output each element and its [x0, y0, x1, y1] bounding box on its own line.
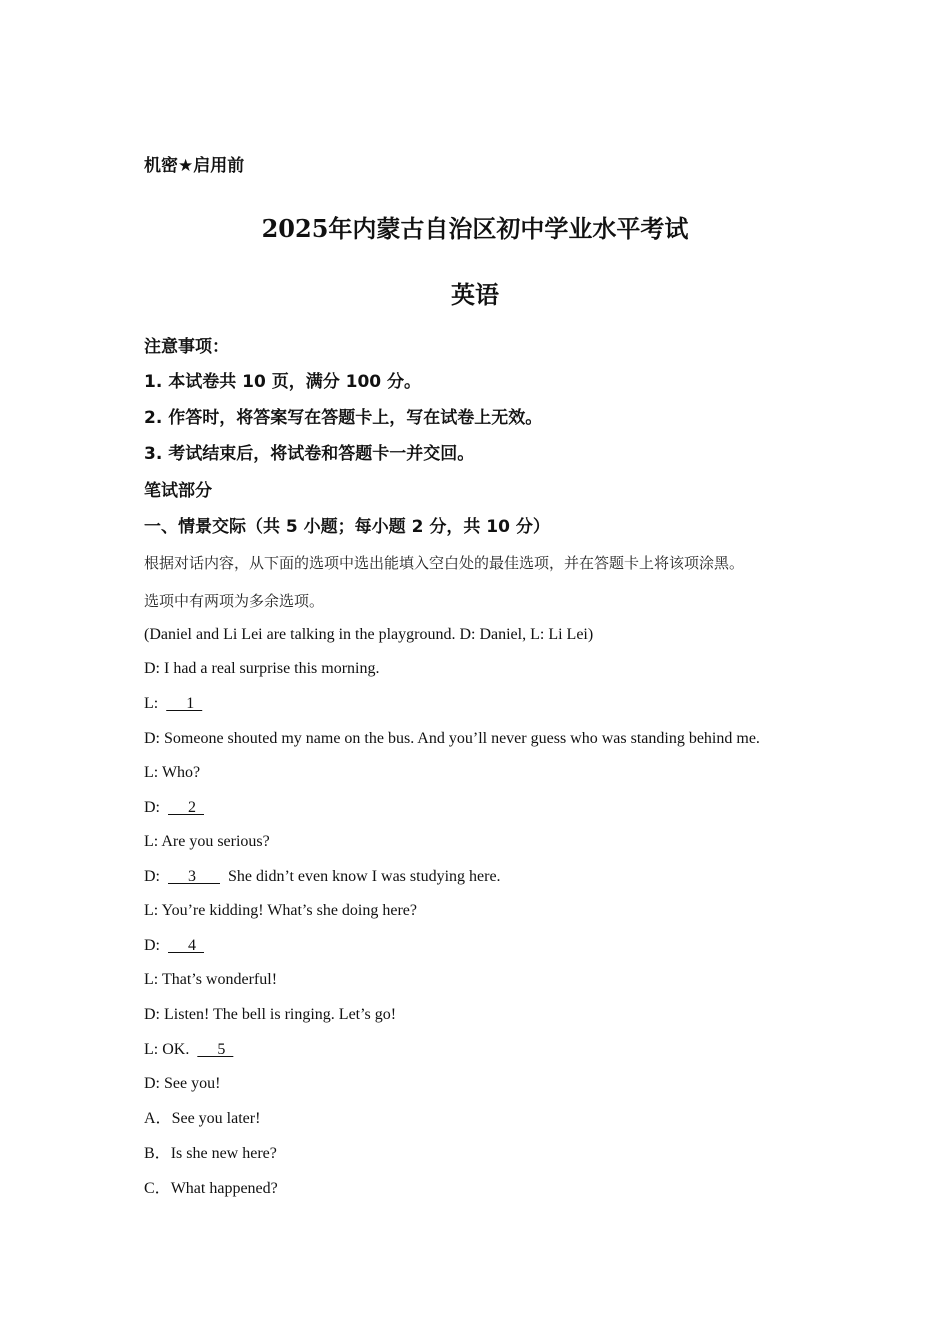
dialogue-text: Are you serious? [161, 833, 270, 850]
exam-title: 2025年内蒙古自治区初中学业水平考试 [261, 214, 689, 243]
dialogue-text: She didn’t even know I was studying here. [220, 868, 501, 885]
speaker-label: L: [144, 695, 167, 712]
answer-blank-3: 3 [168, 868, 220, 885]
dialogue-text: Someone shouted my name on the bus. And you’ll never guess who was standing behind me. [164, 730, 760, 747]
option-b [144, 1144, 277, 1164]
option-text: What happened? [170, 1180, 278, 1197]
speaker-label: D: [144, 660, 164, 677]
dialogue-text: That’s wonderful! [161, 971, 278, 988]
dialogue-line [144, 659, 380, 679]
dialogue-line [144, 970, 277, 990]
section-heading: 一、情景交际（共 5 小题；每小题 2 分，共 10 分） [144, 517, 550, 537]
speaker-label: L: [144, 1041, 163, 1058]
speaker-label: L: [144, 902, 162, 919]
dialogue-line [144, 763, 200, 783]
dialogue-text: Who? [161, 764, 201, 781]
dialogue-line [144, 694, 202, 714]
option-text: See you later! [171, 1110, 261, 1127]
dialogue-text: I had a real surprise this morning. [164, 660, 380, 677]
dialogue-line [144, 832, 270, 852]
note-item-1: 1. 本试卷共 10 页，满分 100 分。 [144, 372, 422, 392]
speaker-label: D: [144, 730, 164, 747]
exam-subject: 英语 [451, 281, 499, 309]
dialogue-line [144, 867, 501, 887]
option-letter: B． [144, 1145, 171, 1162]
dialogue-text: See you! [164, 1075, 221, 1092]
instruction-line-2: 选项中有两项为多余选项。 [144, 592, 325, 610]
dialogue-intro: (Daniel and Li Lei are talking in the playground. D: Daniel, L: Li Lei) [144, 626, 594, 643]
note-item-3: 3. 考试结束后，将试卷和答题卡一并交回。 [144, 444, 475, 464]
speaker-label: L: [144, 833, 162, 850]
dialogue-text: Listen! The bell is ringing. Let’s go! [164, 1006, 397, 1023]
note-item-2: 2. 作答时，将答案写在答题卡上，写在试卷上无效。 [144, 408, 543, 428]
speaker-label: D: [144, 868, 168, 885]
dialogue-line [144, 936, 204, 956]
speaker-label: L: [144, 764, 162, 781]
speaker-label: L: [144, 971, 162, 988]
speaker-label: D: [144, 799, 168, 816]
option-letter: C． [144, 1180, 171, 1197]
speaker-label: D: [144, 937, 168, 954]
option-text: Is she new here? [170, 1145, 277, 1162]
answer-blank-1: 1 [166, 695, 203, 712]
speaker-label: D: [144, 1006, 164, 1023]
notes-heading: 注意事项： [144, 337, 229, 357]
dialogue-line [144, 798, 204, 818]
dialogue-line [144, 1040, 233, 1060]
dialogue-line [144, 729, 760, 749]
dialogue-line [144, 1074, 220, 1094]
confidential-label: 机密★启用前 [144, 156, 245, 176]
written-part-label: 笔试部分 [144, 481, 212, 501]
answer-blank-5: 5 [197, 1041, 234, 1058]
dialogue-line [144, 1005, 396, 1025]
dialogue-line [144, 901, 417, 921]
dialogue-text: OK. [162, 1041, 198, 1058]
dialogue-text: You’re kidding! What’s she doing here? [161, 902, 417, 919]
instruction-line-1: 根据对话内容，从下面的选项中选出能填入空白处的最佳选项，并在答题卡上将该项涂黑。 [144, 554, 745, 572]
option-a [144, 1109, 260, 1129]
option-c [144, 1179, 278, 1199]
speaker-label: D: [144, 1075, 164, 1092]
answer-blank-2: 2 [168, 799, 204, 816]
answer-blank-4: 4 [168, 937, 204, 954]
option-letter: A． [144, 1110, 172, 1127]
